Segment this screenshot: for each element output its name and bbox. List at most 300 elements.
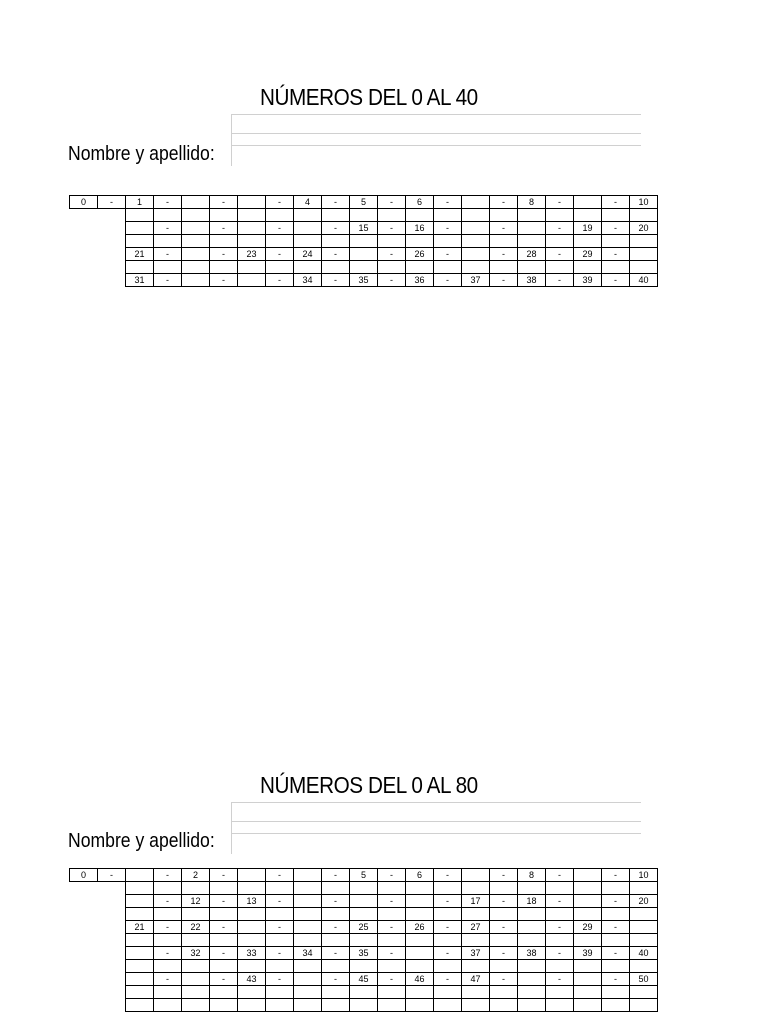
worksheet-2-grid-cell[interactable]: [238, 921, 266, 934]
worksheet-2-grid-cell[interactable]: [182, 973, 210, 986]
worksheet-2-grid-cell[interactable]: [434, 882, 462, 895]
worksheet-1-grid-cell[interactable]: [322, 235, 350, 248]
worksheet-2-grid-cell[interactable]: [238, 882, 266, 895]
worksheet-2-grid-cell[interactable]: [630, 921, 658, 934]
worksheet-2-grid-cell[interactable]: [322, 934, 350, 947]
worksheet-2-grid-cell[interactable]: [210, 908, 238, 921]
worksheet-2-grid-cell[interactable]: [434, 999, 462, 1012]
worksheet-2-grid-cell: -: [490, 921, 518, 934]
worksheet-2-grid-cell[interactable]: [406, 882, 434, 895]
worksheet-1-grid-cell[interactable]: [98, 274, 126, 287]
worksheet-2-name-field[interactable]: [231, 802, 641, 854]
worksheet-2-grid-cell[interactable]: [350, 999, 378, 1012]
worksheet-1-grid-cell[interactable]: [98, 209, 126, 222]
worksheet-2-grid-cell[interactable]: [126, 934, 154, 947]
worksheet-2-grid-cell[interactable]: [546, 908, 574, 921]
worksheet-2-grid-cell: -: [434, 973, 462, 986]
worksheet-2-grid-cell: 0: [70, 869, 98, 882]
worksheet-1-grid-cell: 37: [462, 274, 490, 287]
worksheet-2-grid-cell: -: [546, 921, 574, 934]
worksheet-2-grid-cell[interactable]: [322, 908, 350, 921]
worksheet-1-grid-cell[interactable]: [294, 235, 322, 248]
worksheet-2-grid-cell: -: [378, 895, 406, 908]
worksheet-1-grid-cell[interactable]: [602, 209, 630, 222]
worksheet-2-grid-cell[interactable]: [574, 960, 602, 973]
worksheet-2-grid-cell[interactable]: [294, 999, 322, 1012]
worksheet-2-grid-cell[interactable]: [406, 947, 434, 960]
worksheet-1-grid-cell[interactable]: [126, 209, 154, 222]
worksheet-2-grid-cell[interactable]: [630, 960, 658, 973]
worksheet-2-grid-cell: 50: [630, 973, 658, 986]
worksheet-2-grid-cell: -: [322, 869, 350, 882]
worksheet-1-grid-cell: -: [434, 274, 462, 287]
worksheet-1-grid-cell[interactable]: [546, 209, 574, 222]
worksheet-1-grid-cell: 29: [574, 248, 602, 261]
worksheet-2-grid-cell: 35: [350, 947, 378, 960]
worksheet-1-grid-cell: 4: [294, 196, 322, 209]
worksheet-1-grid-cell[interactable]: [378, 235, 406, 248]
worksheet-2-grid-cell[interactable]: [406, 960, 434, 973]
worksheet-2-grid-cell[interactable]: [322, 999, 350, 1012]
worksheet-2-grid-cell[interactable]: [518, 960, 546, 973]
worksheet-2-grid-cell[interactable]: [322, 960, 350, 973]
worksheet-2-grid-cell[interactable]: [518, 921, 546, 934]
worksheet-2-grid-cell: -: [546, 947, 574, 960]
worksheet-2-grid-cell[interactable]: [266, 882, 294, 895]
worksheet-1-grid-cell[interactable]: [182, 261, 210, 274]
worksheet-2-grid-cell[interactable]: [182, 934, 210, 947]
worksheet-2-grid-cell[interactable]: [294, 973, 322, 986]
worksheet-2-grid-cell[interactable]: [126, 999, 154, 1012]
worksheet-1-grid-cell: -: [154, 222, 182, 235]
worksheet-2-grid-cell[interactable]: [546, 960, 574, 973]
worksheet-2-grid-cell[interactable]: [518, 999, 546, 1012]
worksheet-1-name-field[interactable]: [231, 114, 641, 166]
worksheet-2-grid-cell[interactable]: [462, 869, 490, 882]
worksheet-2-grid-cell[interactable]: [490, 986, 518, 999]
worksheet-1-grid-cell[interactable]: [602, 235, 630, 248]
worksheet-1-grid-cell[interactable]: [546, 261, 574, 274]
worksheet-2-grid-cell[interactable]: [126, 947, 154, 960]
worksheet-1-grid-cell[interactable]: [266, 209, 294, 222]
worksheet-1-grid-cell: 21: [126, 248, 154, 261]
worksheet-1-grid-cell[interactable]: [350, 261, 378, 274]
worksheet-1-grid-cell[interactable]: [462, 248, 490, 261]
worksheet-2-grid-cell[interactable]: [434, 908, 462, 921]
worksheet-2-grid-cell[interactable]: [574, 869, 602, 882]
worksheet-1-grid-cell: -: [322, 274, 350, 287]
worksheet-2-grid-cell[interactable]: [574, 999, 602, 1012]
worksheet-2-grid-cell[interactable]: [210, 999, 238, 1012]
worksheet-1-grid-cell[interactable]: [98, 261, 126, 274]
worksheet-2-grid-cell[interactable]: [294, 869, 322, 882]
worksheet-2-grid-cell[interactable]: [294, 908, 322, 921]
worksheet-1-grid-cell[interactable]: [70, 274, 98, 287]
worksheet-2-grid-cell: -: [266, 921, 294, 934]
worksheet-2-grid-cell[interactable]: [98, 895, 126, 908]
worksheet-1-grid-cell[interactable]: [98, 222, 126, 235]
worksheet-2-grid-cell: -: [546, 869, 574, 882]
worksheet-2-grid-cell[interactable]: [70, 921, 98, 934]
worksheet-1-grid-cell[interactable]: [182, 248, 210, 261]
worksheet-2-grid-cell[interactable]: [154, 934, 182, 947]
worksheet-2-grid-cell[interactable]: [574, 908, 602, 921]
worksheet-2-grid-cell[interactable]: [98, 999, 126, 1012]
worksheet-1-grid-cell[interactable]: [350, 235, 378, 248]
worksheet-1-grid-row: [70, 261, 658, 274]
worksheet-1-grid-cell[interactable]: [518, 261, 546, 274]
worksheet-2-grid-cell[interactable]: [378, 908, 406, 921]
worksheet-2-grid-row: [70, 960, 658, 973]
worksheet-2-grid-cell[interactable]: [210, 960, 238, 973]
worksheet-2-grid-cell[interactable]: [294, 934, 322, 947]
worksheet-2-grid-cell[interactable]: [406, 934, 434, 947]
worksheet-2-grid-cell[interactable]: [70, 986, 98, 999]
worksheet-2-grid-cell: -: [322, 947, 350, 960]
worksheet-2-grid-cell[interactable]: [238, 999, 266, 1012]
worksheet-2-grid-cell[interactable]: [154, 986, 182, 999]
worksheet-1-grid-cell[interactable]: [126, 222, 154, 235]
worksheet-2-grid-cell[interactable]: [518, 882, 546, 895]
worksheet-2-grid-cell[interactable]: [378, 986, 406, 999]
worksheet-2-grid-cell[interactable]: [98, 908, 126, 921]
worksheet-1-grid-cell[interactable]: [574, 196, 602, 209]
worksheet-2-grid-cell[interactable]: [210, 882, 238, 895]
worksheet-1-grid-cell[interactable]: [154, 261, 182, 274]
worksheet-1-grid-cell[interactable]: [70, 222, 98, 235]
worksheet-2-grid-cell[interactable]: [266, 986, 294, 999]
worksheet-2-grid-cell[interactable]: [378, 999, 406, 1012]
worksheet-2-grid-cell[interactable]: [546, 986, 574, 999]
worksheet-1-grid-cell[interactable]: [182, 209, 210, 222]
worksheet-1-grid-cell[interactable]: [294, 209, 322, 222]
worksheet-1-grid-cell[interactable]: [238, 196, 266, 209]
worksheet-2-grid-cell[interactable]: [98, 960, 126, 973]
worksheet-1-grid-cell[interactable]: [574, 235, 602, 248]
worksheet-2-grid-cell[interactable]: [378, 934, 406, 947]
worksheet-2-grid-cell: -: [322, 973, 350, 986]
worksheet-2-grid-cell[interactable]: [602, 882, 630, 895]
worksheet-2-grid-cell[interactable]: [574, 882, 602, 895]
worksheet-1-grid-cell[interactable]: [630, 209, 658, 222]
worksheet-1-grid-cell[interactable]: [238, 222, 266, 235]
worksheet-2-grid-cell: -: [378, 947, 406, 960]
worksheet-1-grid-cell[interactable]: [154, 209, 182, 222]
worksheet-2-grid-cell[interactable]: [182, 908, 210, 921]
worksheet-1-grid-cell[interactable]: [462, 261, 490, 274]
worksheet-2-grid-cell[interactable]: [462, 934, 490, 947]
worksheet-1-grid-cell[interactable]: [182, 235, 210, 248]
worksheet-2-grid-cell[interactable]: [350, 908, 378, 921]
worksheet-2-grid-cell[interactable]: [630, 986, 658, 999]
worksheet-2-grid-cell: 10: [630, 869, 658, 882]
worksheet-1-grid-cell[interactable]: [182, 274, 210, 287]
worksheet-1-grid-cell[interactable]: [182, 196, 210, 209]
worksheet-1-grid-cell[interactable]: [378, 209, 406, 222]
worksheet-2-grid-cell[interactable]: [350, 960, 378, 973]
worksheet-2-grid-cell[interactable]: [126, 869, 154, 882]
worksheet-1-grid-cell[interactable]: [378, 261, 406, 274]
worksheet-1-grid-cell[interactable]: [210, 235, 238, 248]
worksheet-1-grid-cell[interactable]: [294, 261, 322, 274]
worksheet-1-grid-cell: 40: [630, 274, 658, 287]
worksheet-2-grid-cell[interactable]: [294, 895, 322, 908]
worksheet-2-grid-cell[interactable]: [434, 960, 462, 973]
worksheet-2-grid-cell[interactable]: [126, 895, 154, 908]
worksheet-2-grid-cell[interactable]: [630, 999, 658, 1012]
worksheet-2-grid-cell[interactable]: [406, 908, 434, 921]
worksheet-1-grid-cell: 35: [350, 274, 378, 287]
worksheet-1-grid-cell[interactable]: [210, 261, 238, 274]
worksheet-2-grid-cell[interactable]: [70, 934, 98, 947]
worksheet-2-grid-cell[interactable]: [98, 947, 126, 960]
worksheet-2-grid-cell[interactable]: [434, 986, 462, 999]
worksheet-1-grid-cell[interactable]: [182, 222, 210, 235]
worksheet-2-grid-cell[interactable]: [574, 934, 602, 947]
worksheet-1-grid-cell[interactable]: [518, 235, 546, 248]
worksheet-2-grid-cell[interactable]: [490, 960, 518, 973]
worksheet-1-grid-cell: -: [154, 196, 182, 209]
worksheet-2-grid-cell[interactable]: [126, 882, 154, 895]
worksheet-1-grid-cell[interactable]: [490, 261, 518, 274]
worksheet-1-grid-cell[interactable]: [266, 261, 294, 274]
worksheet-2-grid-cell[interactable]: [70, 908, 98, 921]
worksheet-2-grid-cell[interactable]: [574, 895, 602, 908]
worksheet-2-grid-cell[interactable]: [294, 921, 322, 934]
worksheet-2-grid-cell[interactable]: [98, 921, 126, 934]
worksheet-2-grid-cell[interactable]: [630, 934, 658, 947]
worksheet-2-grid-cell[interactable]: [574, 986, 602, 999]
worksheet-1-grid-cell[interactable]: [406, 209, 434, 222]
worksheet-2-grid-cell[interactable]: [70, 999, 98, 1012]
worksheet-2-grid-cell[interactable]: [238, 869, 266, 882]
worksheet-2-grid-cell[interactable]: [462, 999, 490, 1012]
worksheet-2-grid-cell[interactable]: [210, 934, 238, 947]
worksheet-1-grid-cell: 24: [294, 248, 322, 261]
worksheet-1-grid-cell[interactable]: [266, 235, 294, 248]
worksheet-2-grid-cell[interactable]: [406, 895, 434, 908]
worksheet-2-grid-cell: 22: [182, 921, 210, 934]
worksheet-1-grid-cell[interactable]: [70, 261, 98, 274]
worksheet-2-grid-cell[interactable]: [602, 986, 630, 999]
worksheet-2-grid-cell: -: [154, 947, 182, 960]
worksheet-2-grid-row: [70, 973, 658, 986]
worksheet-2-grid-cell: -: [490, 895, 518, 908]
worksheet-1-grid-cell[interactable]: [322, 209, 350, 222]
worksheet-2-grid-cell[interactable]: [630, 882, 658, 895]
worksheet-1-grid-cell[interactable]: [490, 209, 518, 222]
worksheet-2-grid-cell[interactable]: [518, 973, 546, 986]
worksheet-1-grid-cell: -: [266, 248, 294, 261]
worksheet-1-grid-cell[interactable]: [462, 235, 490, 248]
worksheet-2-grid-cell[interactable]: [546, 999, 574, 1012]
worksheet-2-grid-cell: 47: [462, 973, 490, 986]
worksheet-2-grid-cell[interactable]: [518, 908, 546, 921]
worksheet-2-grid-cell[interactable]: [322, 882, 350, 895]
worksheet-1-grid-cell[interactable]: [406, 261, 434, 274]
worksheet-2-grid-cell[interactable]: [70, 882, 98, 895]
worksheet-2-grid-cell[interactable]: [350, 882, 378, 895]
worksheet-2-grid-row: [70, 869, 658, 882]
worksheet-2-grid-cell[interactable]: [266, 934, 294, 947]
worksheet-2-grid-cell[interactable]: [154, 882, 182, 895]
worksheet-2-grid-cell[interactable]: [490, 999, 518, 1012]
worksheet-2-grid-cell[interactable]: [378, 882, 406, 895]
worksheet-2-grid-cell[interactable]: [98, 986, 126, 999]
worksheet-2-grid-cell[interactable]: [182, 999, 210, 1012]
worksheet-2-grid-cell[interactable]: [182, 986, 210, 999]
worksheet-1-grid-cell: -: [602, 248, 630, 261]
worksheet-1-grid-cell[interactable]: [350, 248, 378, 261]
worksheet-2-grid-cell[interactable]: [406, 999, 434, 1012]
worksheet-1-grid-cell[interactable]: [630, 261, 658, 274]
worksheet-2-grid-cell[interactable]: [462, 882, 490, 895]
worksheet-1-grid-cell: -: [322, 222, 350, 235]
worksheet-1-grid-cell[interactable]: [294, 222, 322, 235]
worksheet-2-grid-cell[interactable]: [238, 960, 266, 973]
worksheet-2-grid-cell[interactable]: [266, 908, 294, 921]
worksheet-2-grid-cell[interactable]: [126, 986, 154, 999]
worksheet-2-grid-cell[interactable]: [350, 986, 378, 999]
worksheet-2-grid-cell[interactable]: [574, 973, 602, 986]
worksheet-1-grid-cell: -: [602, 222, 630, 235]
worksheet-2-grid-cell: 17: [462, 895, 490, 908]
worksheet-2-grid-cell[interactable]: [378, 960, 406, 973]
worksheet-2-grid-cell[interactable]: [462, 908, 490, 921]
worksheet-1-grid-cell[interactable]: [70, 209, 98, 222]
worksheet-1-grid-cell[interactable]: [434, 209, 462, 222]
worksheet-1-grid-cell: 23: [238, 248, 266, 261]
worksheet-1-grid-cell[interactable]: [406, 235, 434, 248]
worksheet-2-grid-cell[interactable]: [126, 973, 154, 986]
worksheet-2-grid-cell[interactable]: [602, 908, 630, 921]
worksheet-1-grid-cell[interactable]: [238, 274, 266, 287]
worksheet-1-grid-cell[interactable]: [70, 235, 98, 248]
worksheet-2-grid-cell[interactable]: [98, 882, 126, 895]
worksheet-1-grid-cell: 20: [630, 222, 658, 235]
worksheet-1-grid-cell[interactable]: [574, 209, 602, 222]
worksheet-2-grid-cell: -: [210, 895, 238, 908]
worksheet-2-grid-cell[interactable]: [266, 999, 294, 1012]
worksheet-1-grid-cell[interactable]: [630, 235, 658, 248]
worksheet-2-grid-cell[interactable]: [490, 908, 518, 921]
worksheet-2-grid-cell[interactable]: [238, 986, 266, 999]
worksheet-2-grid-cell: -: [602, 895, 630, 908]
worksheet-1-grid-cell: -: [266, 274, 294, 287]
worksheet-2-grid-cell: -: [378, 973, 406, 986]
worksheet-2-grid-cell[interactable]: [602, 960, 630, 973]
worksheet-1-grid-cell[interactable]: [238, 209, 266, 222]
worksheet-2-grid-cell[interactable]: [434, 934, 462, 947]
worksheet-2-grid-cell[interactable]: [518, 986, 546, 999]
worksheet-1-grid-cell: 15: [350, 222, 378, 235]
worksheet-2-grid-cell[interactable]: [350, 895, 378, 908]
worksheet-2-grid-cell[interactable]: [322, 986, 350, 999]
worksheet-1-grid-cell[interactable]: [462, 196, 490, 209]
worksheet-2-grid-cell[interactable]: [462, 986, 490, 999]
worksheet-1-grid-cell[interactable]: [98, 235, 126, 248]
worksheet-1-grid-cell[interactable]: [70, 248, 98, 261]
worksheet-2-grid-cell[interactable]: [630, 908, 658, 921]
worksheet-1-grid-cell: -: [322, 248, 350, 261]
worksheet-1-grid-cell[interactable]: [238, 261, 266, 274]
worksheet-1-grid-cell[interactable]: [322, 261, 350, 274]
worksheet-2-grid-cell[interactable]: [294, 960, 322, 973]
worksheet-2-grid-cell[interactable]: [350, 934, 378, 947]
worksheet-2-grid-cell: -: [210, 947, 238, 960]
worksheet-2-grid-cell[interactable]: [518, 934, 546, 947]
worksheet-1-grid-cell[interactable]: [546, 235, 574, 248]
worksheet-1-grid-cell[interactable]: [238, 235, 266, 248]
worksheet-2-grid-cell[interactable]: [70, 960, 98, 973]
worksheet-2-grid-cell[interactable]: [98, 934, 126, 947]
worksheet-2-grid-cell[interactable]: [154, 999, 182, 1012]
worksheet-2-grid-cell: 34: [294, 947, 322, 960]
worksheet-2-grid-cell: 32: [182, 947, 210, 960]
worksheet-2-grid-cell: 37: [462, 947, 490, 960]
worksheet-2-grid-cell[interactable]: [182, 960, 210, 973]
worksheet-2-grid-cell[interactable]: [126, 960, 154, 973]
worksheet-2-grid-cell[interactable]: [294, 882, 322, 895]
worksheet-1-grid-cell[interactable]: [462, 209, 490, 222]
worksheet-1-grid-cell: -: [546, 196, 574, 209]
worksheet-1-grid-cell[interactable]: [210, 209, 238, 222]
worksheet-2-grid-cell[interactable]: [294, 986, 322, 999]
worksheet-2-grid-cell[interactable]: [462, 960, 490, 973]
worksheet-1-grid-cell: -: [602, 196, 630, 209]
worksheet-1-grid-cell[interactable]: [602, 261, 630, 274]
worksheet-2-grid-cell[interactable]: [546, 934, 574, 947]
worksheet-1-grid-cell: -: [434, 222, 462, 235]
worksheet-1-grid-cell[interactable]: [154, 235, 182, 248]
worksheet-1-grid-cell[interactable]: [126, 235, 154, 248]
worksheet-2-grid-cell[interactable]: [602, 999, 630, 1012]
worksheet-2-grid-cell[interactable]: [154, 908, 182, 921]
worksheet-1-grid-cell[interactable]: [518, 209, 546, 222]
worksheet-1-grid-cell: -: [490, 196, 518, 209]
worksheet-2-grid-cell[interactable]: [126, 908, 154, 921]
worksheet-2-grid-cell[interactable]: [238, 908, 266, 921]
worksheet-1-grid-cell[interactable]: [462, 222, 490, 235]
worksheet-1-grid-cell[interactable]: [350, 209, 378, 222]
worksheet-1-grid-cell[interactable]: [434, 261, 462, 274]
worksheet-2-grid-cell[interactable]: [210, 986, 238, 999]
worksheet-1-grid-cell: 10: [630, 196, 658, 209]
worksheet-1-grid-cell[interactable]: [574, 261, 602, 274]
worksheet-2-grid-cell[interactable]: [546, 882, 574, 895]
worksheet-2-grid-cell[interactable]: [182, 882, 210, 895]
worksheet-2-grid-cell[interactable]: [602, 934, 630, 947]
worksheet-2-grid-cell[interactable]: [70, 947, 98, 960]
worksheet-1-grid-cell[interactable]: [490, 235, 518, 248]
worksheet-2-grid-cell[interactable]: [490, 882, 518, 895]
worksheet-1-grid-cell[interactable]: [518, 222, 546, 235]
worksheet-2-grid-cell[interactable]: [406, 986, 434, 999]
worksheet-2-grid-cell[interactable]: [238, 934, 266, 947]
worksheet-1-grid-cell[interactable]: [434, 235, 462, 248]
worksheet-2-grid-cell[interactable]: [154, 960, 182, 973]
worksheet-2-grid-cell[interactable]: [70, 895, 98, 908]
worksheet-1-grid-cell[interactable]: [126, 261, 154, 274]
worksheet-2-grid-cell[interactable]: [98, 973, 126, 986]
worksheet-1-grid-cell[interactable]: [98, 248, 126, 261]
worksheet-1-name-label: Nombre y apellido:: [68, 143, 215, 165]
worksheet-2-grid-cell[interactable]: [490, 934, 518, 947]
worksheet-2-grid-cell[interactable]: [266, 960, 294, 973]
worksheet-2-grid-cell[interactable]: [70, 973, 98, 986]
worksheet-1-grid-cell[interactable]: [630, 248, 658, 261]
worksheet-1-grid-cell: 28: [518, 248, 546, 261]
